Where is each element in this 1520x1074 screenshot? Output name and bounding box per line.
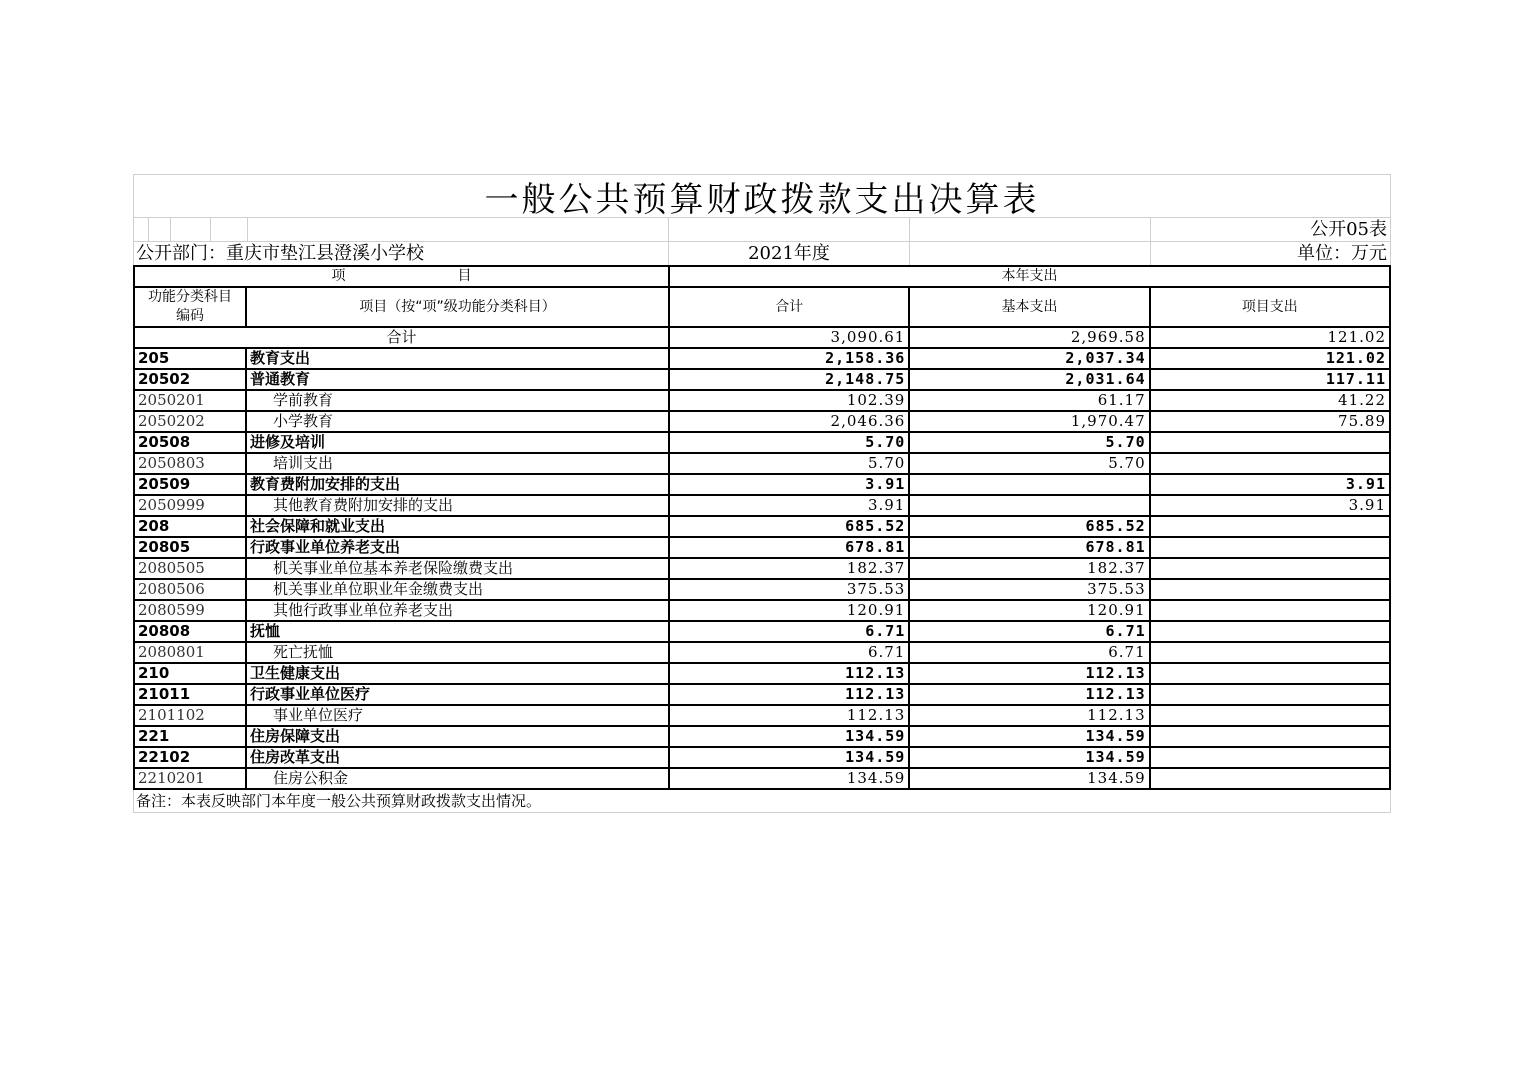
total-cell: 6.71 xyxy=(669,621,909,642)
empty-cell xyxy=(149,218,171,241)
code-cell: 2101102 xyxy=(134,705,246,726)
footnote: 备注：本表反映部门本年度一般公共预算财政拨款支出情况。 xyxy=(133,790,1391,813)
total-cell: 375.53 xyxy=(669,579,909,600)
code-cell: 20502 xyxy=(134,369,246,390)
total-cell: 3.91 xyxy=(669,495,909,516)
empty-cell xyxy=(248,218,669,241)
project-cell xyxy=(1150,705,1390,726)
total-cell: 2,046.36 xyxy=(669,411,909,432)
total-cell: 120.91 xyxy=(669,600,909,621)
project-cell xyxy=(1150,600,1390,621)
total-cell: 6.71 xyxy=(669,642,909,663)
table-row xyxy=(134,747,1390,768)
name-cell: 行政事业单位医疗 xyxy=(246,684,669,705)
table-number: 公开05表 xyxy=(1310,219,1387,240)
basic-cell: 112.13 xyxy=(909,705,1149,726)
table-number-row xyxy=(133,217,1391,241)
project-cell xyxy=(1150,621,1390,642)
code-cell: 2050999 xyxy=(134,495,246,516)
table-row xyxy=(134,705,1390,726)
expenditure-table xyxy=(133,265,1391,790)
table-row xyxy=(134,621,1390,642)
basic-cell: 1,970.47 xyxy=(909,411,1149,432)
table-row xyxy=(134,642,1390,663)
name-cell: 社会保障和就业支出 xyxy=(246,516,669,537)
table-row xyxy=(134,516,1390,537)
basic-cell: 112.13 xyxy=(909,684,1149,705)
table-row xyxy=(134,474,1390,495)
basic-cell: 134.59 xyxy=(909,747,1149,768)
name-cell: 进修及培训 xyxy=(246,432,669,453)
project-cell xyxy=(1150,579,1390,600)
code-cell: 2050202 xyxy=(134,411,246,432)
name-cell: 普通教育 xyxy=(246,369,669,390)
basic-cell: 134.59 xyxy=(909,726,1149,747)
total-basic: 2,969.58 xyxy=(909,327,1149,348)
table-row xyxy=(134,411,1390,432)
project-cell xyxy=(1150,726,1390,747)
basic-cell: 6.71 xyxy=(909,621,1149,642)
project-cell: 117.11 xyxy=(1150,369,1390,390)
name-cell: 培训支出 xyxy=(246,453,669,474)
basic-cell: 678.81 xyxy=(909,537,1149,558)
header-row-top xyxy=(134,266,1390,287)
code-cell: 20805 xyxy=(134,537,246,558)
basic-cell: 182.37 xyxy=(909,558,1149,579)
table-row xyxy=(134,600,1390,621)
project-cell xyxy=(1150,747,1390,768)
code-cell: 210 xyxy=(134,663,246,684)
table-row xyxy=(134,432,1390,453)
total-cell: 5.70 xyxy=(669,453,909,474)
project-cell: 41.22 xyxy=(1150,390,1390,411)
table-row xyxy=(134,684,1390,705)
code-cell: 2080506 xyxy=(134,579,246,600)
basic-cell: 134.59 xyxy=(909,768,1149,789)
header-project: 项 目 xyxy=(134,266,669,287)
name-cell: 行政事业单位养老支出 xyxy=(246,537,669,558)
project-cell xyxy=(1150,432,1390,453)
name-cell: 住房公积金 xyxy=(246,768,669,789)
header-current-year: 本年支出 xyxy=(669,266,1390,287)
total-cell: 685.52 xyxy=(669,516,909,537)
total-cell: 134.59 xyxy=(669,747,909,768)
total-cell: 5.70 xyxy=(669,432,909,453)
basic-cell: 120.91 xyxy=(909,600,1149,621)
table-row xyxy=(134,768,1390,789)
project-cell xyxy=(1150,558,1390,579)
name-cell: 住房保障支出 xyxy=(246,726,669,747)
name-cell: 其他行政事业单位养老支出 xyxy=(246,600,669,621)
unit-label: 单位：万元 xyxy=(1297,243,1387,264)
basic-cell: 5.70 xyxy=(909,432,1149,453)
table-row xyxy=(134,495,1390,516)
project-cell: 3.91 xyxy=(1150,474,1390,495)
project-cell: 3.91 xyxy=(1150,495,1390,516)
total-project: 121.02 xyxy=(1150,327,1390,348)
code-cell: 21011 xyxy=(134,684,246,705)
table-row xyxy=(134,663,1390,684)
department-row xyxy=(133,241,1391,265)
total-amount: 3,090.61 xyxy=(669,327,909,348)
total-cell: 102.39 xyxy=(669,390,909,411)
total-cell: 134.59 xyxy=(669,768,909,789)
project-cell xyxy=(1150,663,1390,684)
empty-cell xyxy=(211,218,248,241)
header-project-exp: 项目支出 xyxy=(1150,287,1390,327)
basic-cell: 2,037.34 xyxy=(909,348,1149,369)
total-cell: 2,158.36 xyxy=(669,348,909,369)
total-cell: 678.81 xyxy=(669,537,909,558)
name-cell: 抚恤 xyxy=(246,621,669,642)
table-row xyxy=(134,726,1390,747)
empty-cell xyxy=(910,242,1151,265)
table-row xyxy=(134,390,1390,411)
table-row xyxy=(134,579,1390,600)
basic-cell xyxy=(909,495,1149,516)
basic-cell: 2,031.64 xyxy=(909,369,1149,390)
total-row xyxy=(134,327,1390,348)
code-cell: 20509 xyxy=(134,474,246,495)
total-cell: 2,148.75 xyxy=(669,369,909,390)
title-row xyxy=(133,174,1391,220)
code-cell: 2080599 xyxy=(134,600,246,621)
code-cell: 2050201 xyxy=(134,390,246,411)
code-cell: 221 xyxy=(134,726,246,747)
total-cell: 112.13 xyxy=(669,663,909,684)
project-cell xyxy=(1150,516,1390,537)
basic-cell xyxy=(909,474,1149,495)
empty-cell xyxy=(134,218,149,241)
code-cell: 2080801 xyxy=(134,642,246,663)
code-cell: 20508 xyxy=(134,432,246,453)
total-cell: 3.91 xyxy=(669,474,909,495)
table-row xyxy=(134,453,1390,474)
table-row xyxy=(134,348,1390,369)
header-basic: 基本支出 xyxy=(909,287,1149,327)
project-cell xyxy=(1150,684,1390,705)
header-name: 项目（按“项”级功能分类科目） xyxy=(246,287,669,327)
empty-cell xyxy=(669,218,910,241)
name-cell: 学前教育 xyxy=(246,390,669,411)
name-cell: 其他教育费附加安排的支出 xyxy=(246,495,669,516)
empty-cell xyxy=(171,218,211,241)
table-row xyxy=(134,369,1390,390)
basic-cell: 61.17 xyxy=(909,390,1149,411)
name-cell: 教育支出 xyxy=(246,348,669,369)
code-cell: 20808 xyxy=(134,621,246,642)
total-cell: 134.59 xyxy=(669,726,909,747)
name-cell: 教育费附加安排的支出 xyxy=(246,474,669,495)
department-label: 公开部门：重庆市垫江县澄溪小学校 xyxy=(134,242,669,265)
project-cell xyxy=(1150,453,1390,474)
name-cell: 死亡抚恤 xyxy=(246,642,669,663)
table-row xyxy=(134,537,1390,558)
header-row-columns xyxy=(134,287,1390,327)
basic-cell: 6.71 xyxy=(909,642,1149,663)
project-cell xyxy=(1150,768,1390,789)
basic-cell: 5.70 xyxy=(909,453,1149,474)
header-code: 功能分类科目编码 xyxy=(134,287,246,327)
project-cell xyxy=(1150,537,1390,558)
code-cell: 208 xyxy=(134,516,246,537)
basic-cell: 112.13 xyxy=(909,663,1149,684)
name-cell: 小学教育 xyxy=(246,411,669,432)
total-cell: 112.13 xyxy=(669,684,909,705)
name-cell: 机关事业单位基本养老保险缴费支出 xyxy=(246,558,669,579)
basic-cell: 685.52 xyxy=(909,516,1149,537)
header-total: 合计 xyxy=(669,287,909,327)
page-title: 一般公共预算财政拨款支出决算表 xyxy=(484,179,1040,220)
name-cell: 住房改革支出 xyxy=(246,747,669,768)
table-row xyxy=(134,558,1390,579)
name-cell: 机关事业单位职业年金缴费支出 xyxy=(246,579,669,600)
basic-cell: 375.53 xyxy=(909,579,1149,600)
spreadsheet-sheet xyxy=(133,174,1391,813)
name-cell: 卫生健康支出 xyxy=(246,663,669,684)
fiscal-year: 2021年度 xyxy=(669,242,910,265)
code-cell: 205 xyxy=(134,348,246,369)
name-cell: 事业单位医疗 xyxy=(246,705,669,726)
project-cell: 75.89 xyxy=(1150,411,1390,432)
code-cell: 2050803 xyxy=(134,453,246,474)
code-cell: 2210201 xyxy=(134,768,246,789)
project-cell: 121.02 xyxy=(1150,348,1390,369)
total-cell: 182.37 xyxy=(669,558,909,579)
code-cell: 2080505 xyxy=(134,558,246,579)
code-cell: 22102 xyxy=(134,747,246,768)
empty-cell xyxy=(910,218,1151,241)
project-cell xyxy=(1150,642,1390,663)
total-label: 合计 xyxy=(134,327,669,348)
total-cell: 112.13 xyxy=(669,705,909,726)
